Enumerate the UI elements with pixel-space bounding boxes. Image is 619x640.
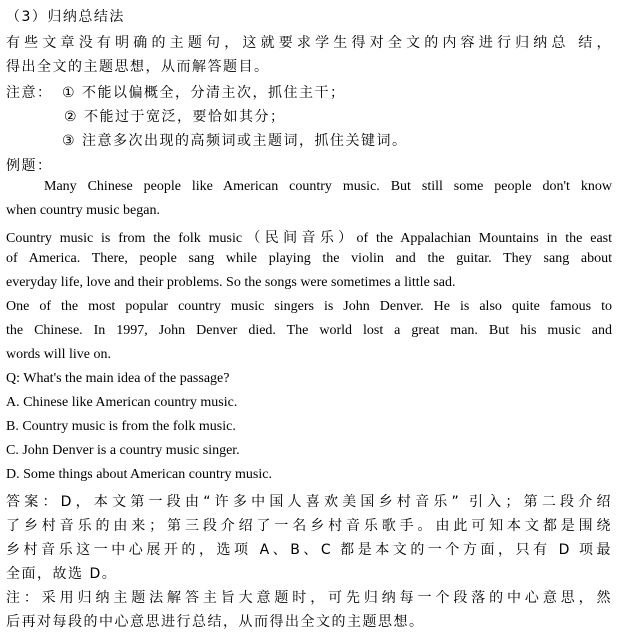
question-text: Q: What's the main idea of the passage? [6, 371, 230, 386]
note-item-2: ② 不能过于宽泛，要恰如其分； [64, 109, 286, 125]
passage-line-3: Country music is from the folk music（民间音乐）of the Appalachian Mountains in the east [6, 231, 612, 246]
answer-line-4: 全面，故选 D。 [6, 566, 118, 582]
answer-line-3: 乡村音乐这一中心展开的，选项 A、B、C 都是本文的一个方面，只有 D 项最 [6, 542, 612, 558]
passage-line-2: when country music began. [6, 203, 160, 218]
tip-line-1: 注：采用归纳主题法解答主旨大意题时，可先归纳每一个段落的中心意思，然 [6, 590, 612, 606]
passage-line-4: of America. There, people sang while playing the violin and the guitar. They sang about [6, 251, 612, 266]
note-item-3: ③ 注意多次出现的高频词或主题词，抓住关键词。 [62, 133, 408, 149]
option-c: C. John Denver is a country music singer. [6, 443, 240, 458]
notes-label: 注意： [6, 85, 53, 101]
answer-line-1: 答案：D，本文第一段由“许多中国人喜欢美国乡村音乐” 引入；第二段介绍 [6, 494, 612, 510]
intro-line-2: 得出全文的主题思想，从而解答题目。 [6, 59, 270, 75]
option-a: A. Chinese like American country music. [6, 395, 238, 410]
option-d: D. Some things about American country music. [6, 467, 272, 482]
section-heading: （3）归纳总结法 [6, 9, 125, 25]
passage-line-8: words will live on. [6, 347, 111, 362]
example-label: 例题： [6, 158, 53, 174]
note-item-1: ① 不能以偏概全，分清主次，抓住主干； [62, 85, 346, 101]
answer-line-2: 了乡村音乐的由来；第三段介绍了一名乡村音乐歌手。由此可知本文都是围绕 [6, 518, 612, 534]
intro-line-1: 有些文章没有明确的主题句，这就要求学生得对全文的内容进行归纳总 结， [6, 35, 612, 51]
tip-line-2: 后再对每段的中心意思进行总结，从而得出全文的主题思想。 [6, 614, 425, 630]
passage-line-5: everyday life, love and their problems. So the songs were sometimes a little sad. [6, 275, 456, 290]
passage-line-1: Many Chinese people like American country music. But still some people don't know [44, 179, 612, 194]
option-b: B. Country music is from the folk music. [6, 419, 236, 434]
passage-line-6: One of the most popular country music singers is John Denver. He is also quite famous to [6, 299, 612, 314]
passage-line-7: the Chinese. In 1997, John Denver died. The world lost a great man. But his music and [6, 323, 612, 338]
